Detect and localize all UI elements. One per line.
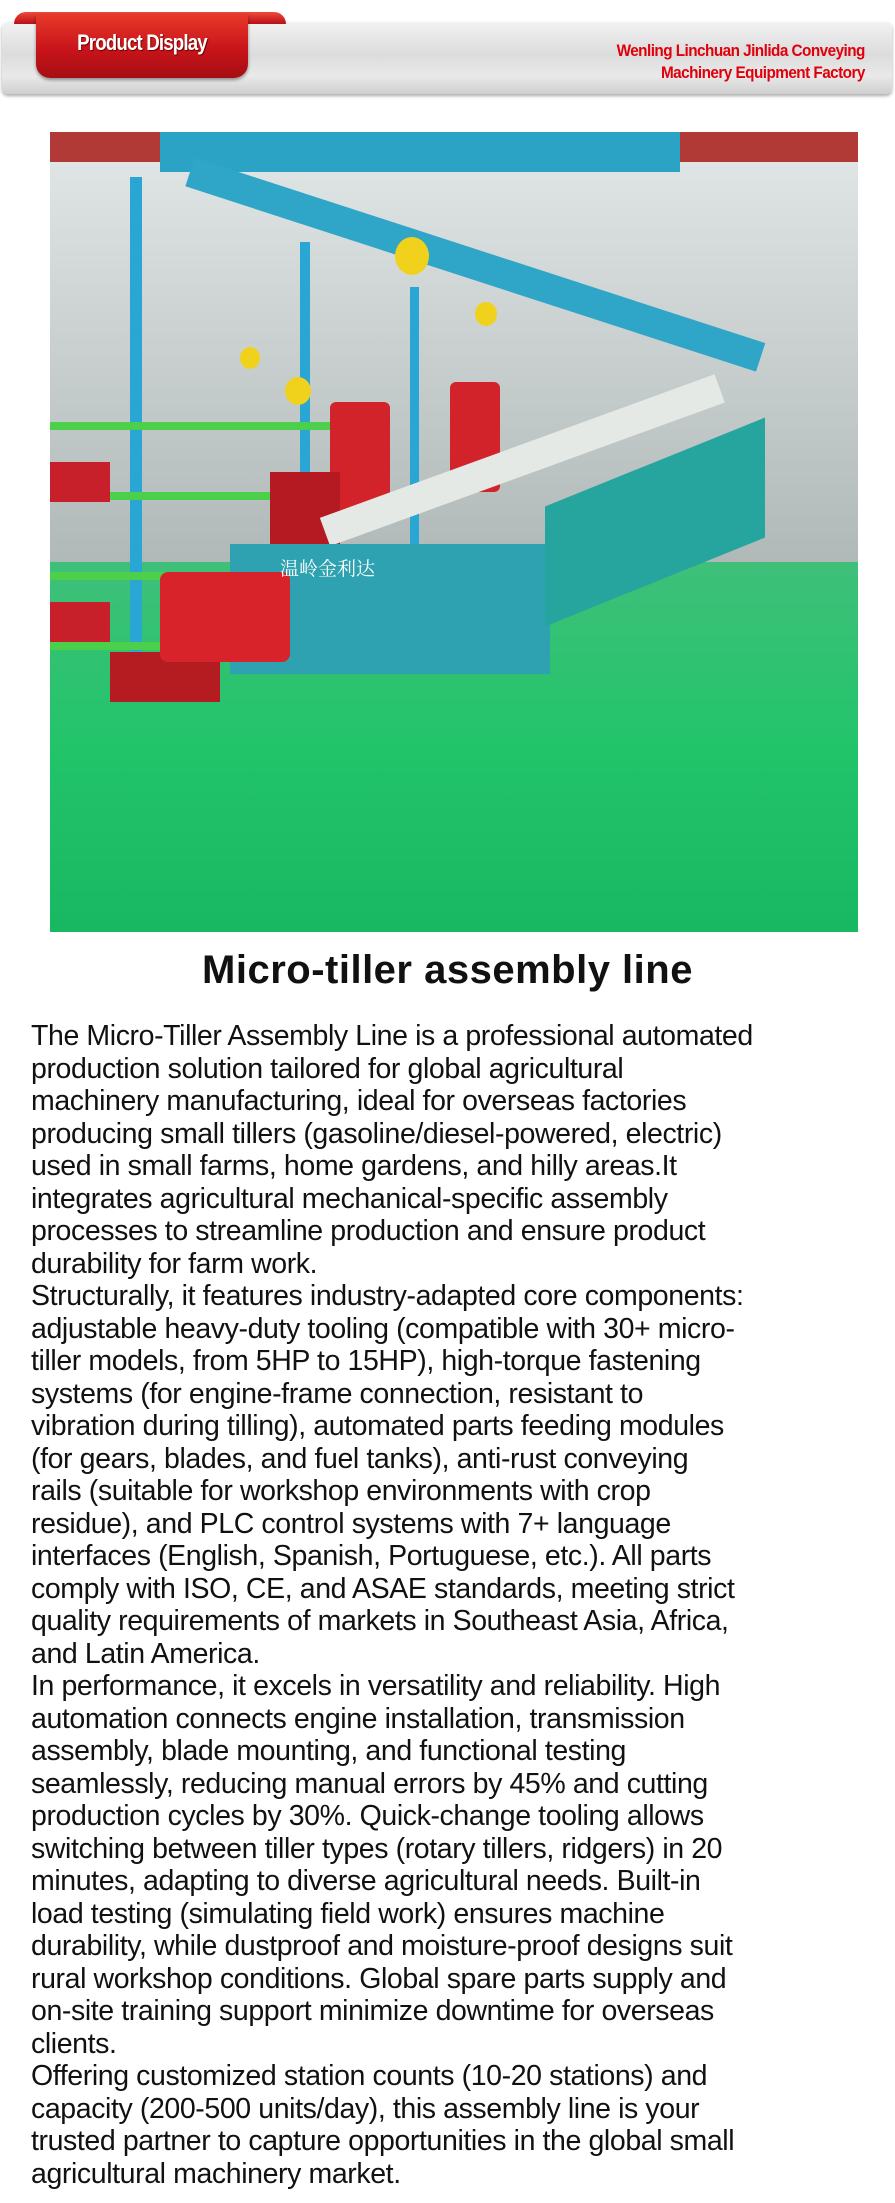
description-line: automation connects engine installation, transmission — [31, 1702, 685, 1735]
page-title: Micro-tiller assembly line — [202, 948, 693, 992]
description-line: trusted partner to capture opportunities in the global small — [31, 2125, 735, 2157]
description-line: Offering customized station counts (10-20 stations) and — [31, 2060, 708, 2092]
description-line: durability, while dustproof and moisture-proof designs suit — [31, 1930, 733, 1962]
description-line: (for gears, blades, and fuel tanks), anti-rust conveying — [31, 1442, 689, 1475]
description-line: capacity (200-500 units/day), this assembly line is your — [31, 2092, 700, 2125]
description-line: The Micro-Tiller Assembly Line is a professional automated — [31, 1020, 753, 1052]
product-display-label: Product Display — [77, 30, 207, 55]
description-line: minutes, adapting to diverse agricultural needs. Built-in — [31, 1865, 701, 1897]
description-line: producing small tillers (gasoline/diesel-powered, electric) — [31, 1117, 722, 1150]
description-line: comply with ISO, CE, and ASAE standards, meeting strict — [31, 1572, 735, 1605]
description-line: vibration during tilling), automated parts feeding modules — [31, 1410, 724, 1442]
description-line: In performance, it excels in versatility and reliability. High — [31, 1670, 721, 1702]
description-line: clients. — [31, 2027, 117, 2060]
description-line: processes to streamline production and ensure product — [31, 1215, 706, 1247]
description-line: production cycles by 30%. Quick-change tooling allows — [31, 1800, 704, 1832]
description-line: interfaces (English, Spanish, Portuguese, etc.). All parts — [31, 1540, 712, 1572]
description-line: rural workshop conditions. Global spare parts supply and — [31, 1962, 727, 1995]
description-line: used in small farms, home gardens, and hilly areas.It — [31, 1150, 677, 1182]
description-line: agricultural machinery market. — [31, 2157, 401, 2190]
description-line: systems (for engine-frame connection, resistant to — [31, 1377, 644, 1410]
description — [31, 1020, 881, 2190]
description-line: durability for farm work. — [31, 1247, 318, 1280]
description-line: integrates agricultural mechanical-specific assembly — [31, 1182, 668, 1215]
description-line: on-site training support minimize downtime for overseas — [31, 1995, 714, 2027]
description-line: seamlessly, reducing manual errors by 45% and cutting — [31, 1767, 708, 1800]
company-line-2: Machinery Equipment Factory — [661, 63, 865, 82]
company-line-1: Wenling Linchuan Jinlida Conveying — [616, 41, 865, 60]
company-name — [617, 40, 865, 84]
description-line: tiller models, from 5HP to 15HP), high-torque fastening — [31, 1345, 701, 1377]
description-line: load testing (simulating field work) ensures machine — [31, 1897, 665, 1930]
description-line: quality requirements of markets in Southeast Asia, Africa, — [31, 1605, 729, 1637]
assembly-line-photo — [50, 132, 858, 932]
description-line: residue), and PLC control systems with 7+ language — [31, 1507, 671, 1540]
description-line: adjustable heavy-duty tooling (compatible with 30+ micro- — [31, 1312, 735, 1345]
platform-brand-text: 温岭金利达 — [280, 559, 376, 580]
description-line: Structurally, it features industry-adapted core components: — [31, 1280, 744, 1312]
description-line: assembly, blade mounting, and functional testing — [31, 1735, 626, 1767]
description-line: production solution tailored for global agricultural — [31, 1052, 624, 1085]
description-line: machinery manufacturing, ideal for overseas factories — [31, 1085, 687, 1117]
description-line: and Latin America. — [31, 1637, 260, 1670]
description-line: rails (suitable for workshop environments with crop — [31, 1475, 651, 1507]
description-line: switching between tiller types (rotary tillers, ridgers) in 20 — [31, 1832, 723, 1865]
